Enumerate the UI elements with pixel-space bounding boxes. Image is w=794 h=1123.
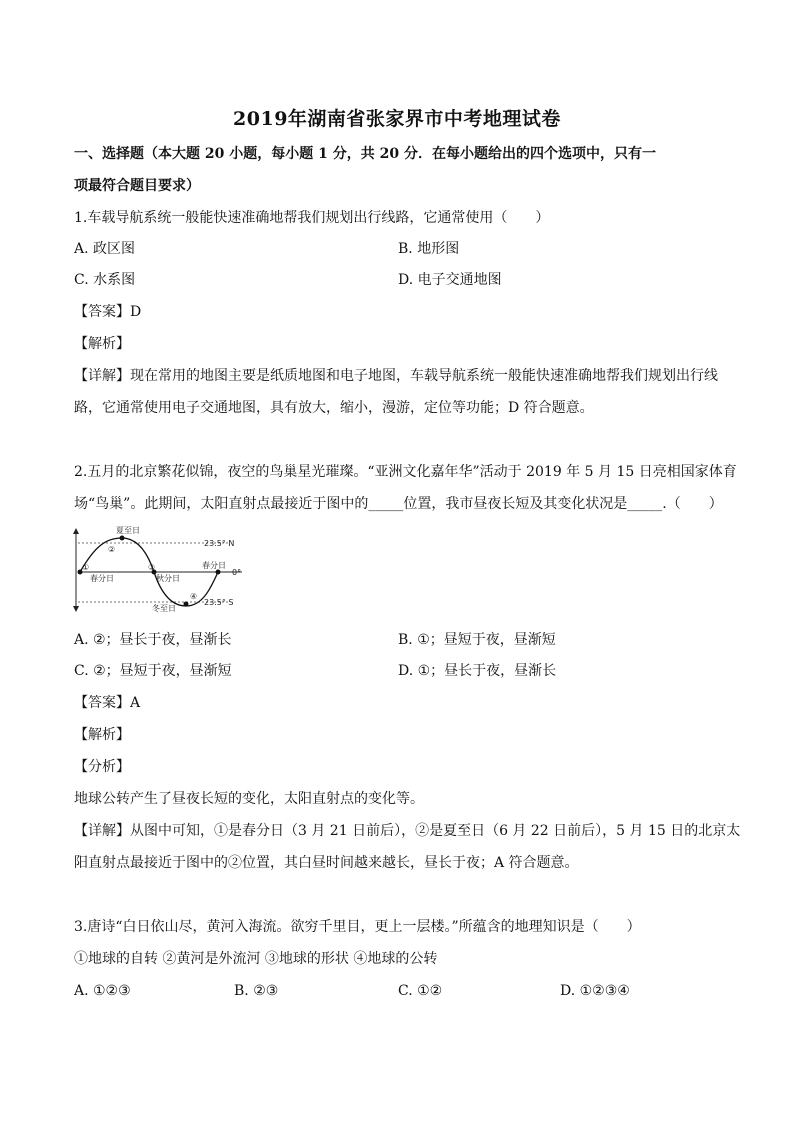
q2-analysis-tag: 【解析】 — [74, 727, 130, 743]
q1-detail-line1 — [74, 366, 718, 386]
section-heading-line1: 一、选择题（本大题 20 小题，每小题 1 分，共 20 分．在每小题给出的四个选项中，只有一 — [74, 146, 656, 162]
q3-stem: 3.唐诗“白日依山尽，黄河入海流。欲穷千里目，更上一层楼。”所蕴含的地理知识是（ ） — [74, 919, 641, 935]
q3-option-b: B. ②③ — [234, 983, 279, 999]
q1-answer-value: D — [130, 304, 142, 320]
q1-option-d: D. 电子交通地图 — [398, 272, 502, 288]
q2-option-d: D. ①；昼长于夜，昼渐长 — [398, 663, 557, 679]
label-winter-solstice: 冬至日 — [152, 604, 176, 613]
q2-option-b: B. ①；昼短于夜，昼渐短 — [398, 632, 556, 648]
page-title: 2019年湖南省张家界市中考地理试卷 — [233, 108, 561, 130]
q2-stem-line1: 2.五月的北京繁花似锦，夜空的鸟巢星光璀璨。“亚洲文化嘉年华”活动于 2019 年 5 月 15 日亮相国家体育 — [74, 464, 737, 480]
q2-detail-tag: 【详解】 — [74, 823, 130, 839]
q2-detail-line1 — [74, 821, 740, 841]
q2-fenxi-tag: 【分析】 — [74, 759, 130, 775]
q1-option-a: A. 政区图 — [74, 241, 136, 257]
q1-detail-tag: 【详解】 — [74, 368, 130, 384]
q1-answer — [74, 302, 141, 322]
section-heading-line2: 项最符合题目要求） — [74, 178, 200, 194]
solar-declination-diagram — [70, 524, 260, 614]
label-spring-equinox-2: 春分日 — [202, 561, 226, 570]
label-point-3: ③ — [148, 563, 156, 572]
label-equator: 0° — [232, 568, 242, 577]
q3-option-d: D. ①②③④ — [560, 983, 630, 999]
q2-option-a: A. ②；昼长于夜，昼渐长 — [74, 632, 232, 648]
q2-answer — [74, 693, 140, 713]
q2-detail-line2: 阳直射点最接近于图中的②位置，其白昼时间越来越长，昼长于夜；A 符合题意。 — [74, 855, 579, 871]
q1-option-b: B. 地形图 — [398, 241, 460, 257]
q1-option-c: C. 水系图 — [74, 272, 136, 288]
q2-stem-line2: 场“鸟巢”。此期间，太阳直射点最接近于图中的_____位置，我市昼夜长短及其变化状况是_____.（ ） — [74, 496, 723, 512]
label-point-2: ② — [108, 545, 116, 554]
label-summer-solstice: 夏至日 — [116, 526, 140, 535]
q3-items: ①地球的自转 ②黄河是外流河 ③地球的形状 ④地球的公转 — [74, 951, 438, 967]
q2-option-c: C. ②；昼短于夜，昼渐短 — [74, 663, 232, 679]
q1-detail-line2: 路，它通常使用电子交通地图，具有放大，缩小，漫游，定位等功能；D 符合题意。 — [74, 400, 594, 416]
q3-option-a: A. ①②③ — [74, 983, 131, 999]
q1-stem: 1.车载导航系统一般能快速准确地帮我们规划出行线路，它通常使用（ ） — [74, 210, 550, 226]
q1-detail-text1: 现在常用的地图主要是纸质地图和电子地图，车载导航系统一般能快速准确地帮我们规划出行线 — [130, 368, 718, 384]
label-point-1: ① — [82, 563, 90, 572]
label-south-tropic: 23.5° S — [204, 598, 234, 607]
label-autumn-equinox: 秋分日 — [156, 574, 180, 583]
label-point-4: ④ — [190, 592, 198, 601]
q2-answer-value: A — [130, 695, 141, 711]
label-spring-equinox: 春分日 — [90, 574, 114, 583]
label-north-tropic: 23.5° N — [204, 539, 235, 548]
q3-option-c: C. ①② — [398, 983, 443, 999]
q2-answer-tag: 【答案】 — [74, 695, 130, 711]
q1-answer-tag: 【答案】 — [74, 304, 130, 320]
q1-analysis-tag: 【解析】 — [74, 336, 130, 352]
q2-detail-text1: 从图中可知，①是春分日（3 月 21 日前后），②是夏至日（6 月 22 日前后），5 月 15 日的北京太 — [130, 823, 741, 839]
q2-fenxi-text: 地球公转产生了昼夜长短的变化，太阳直射点的变化等。 — [74, 791, 424, 807]
